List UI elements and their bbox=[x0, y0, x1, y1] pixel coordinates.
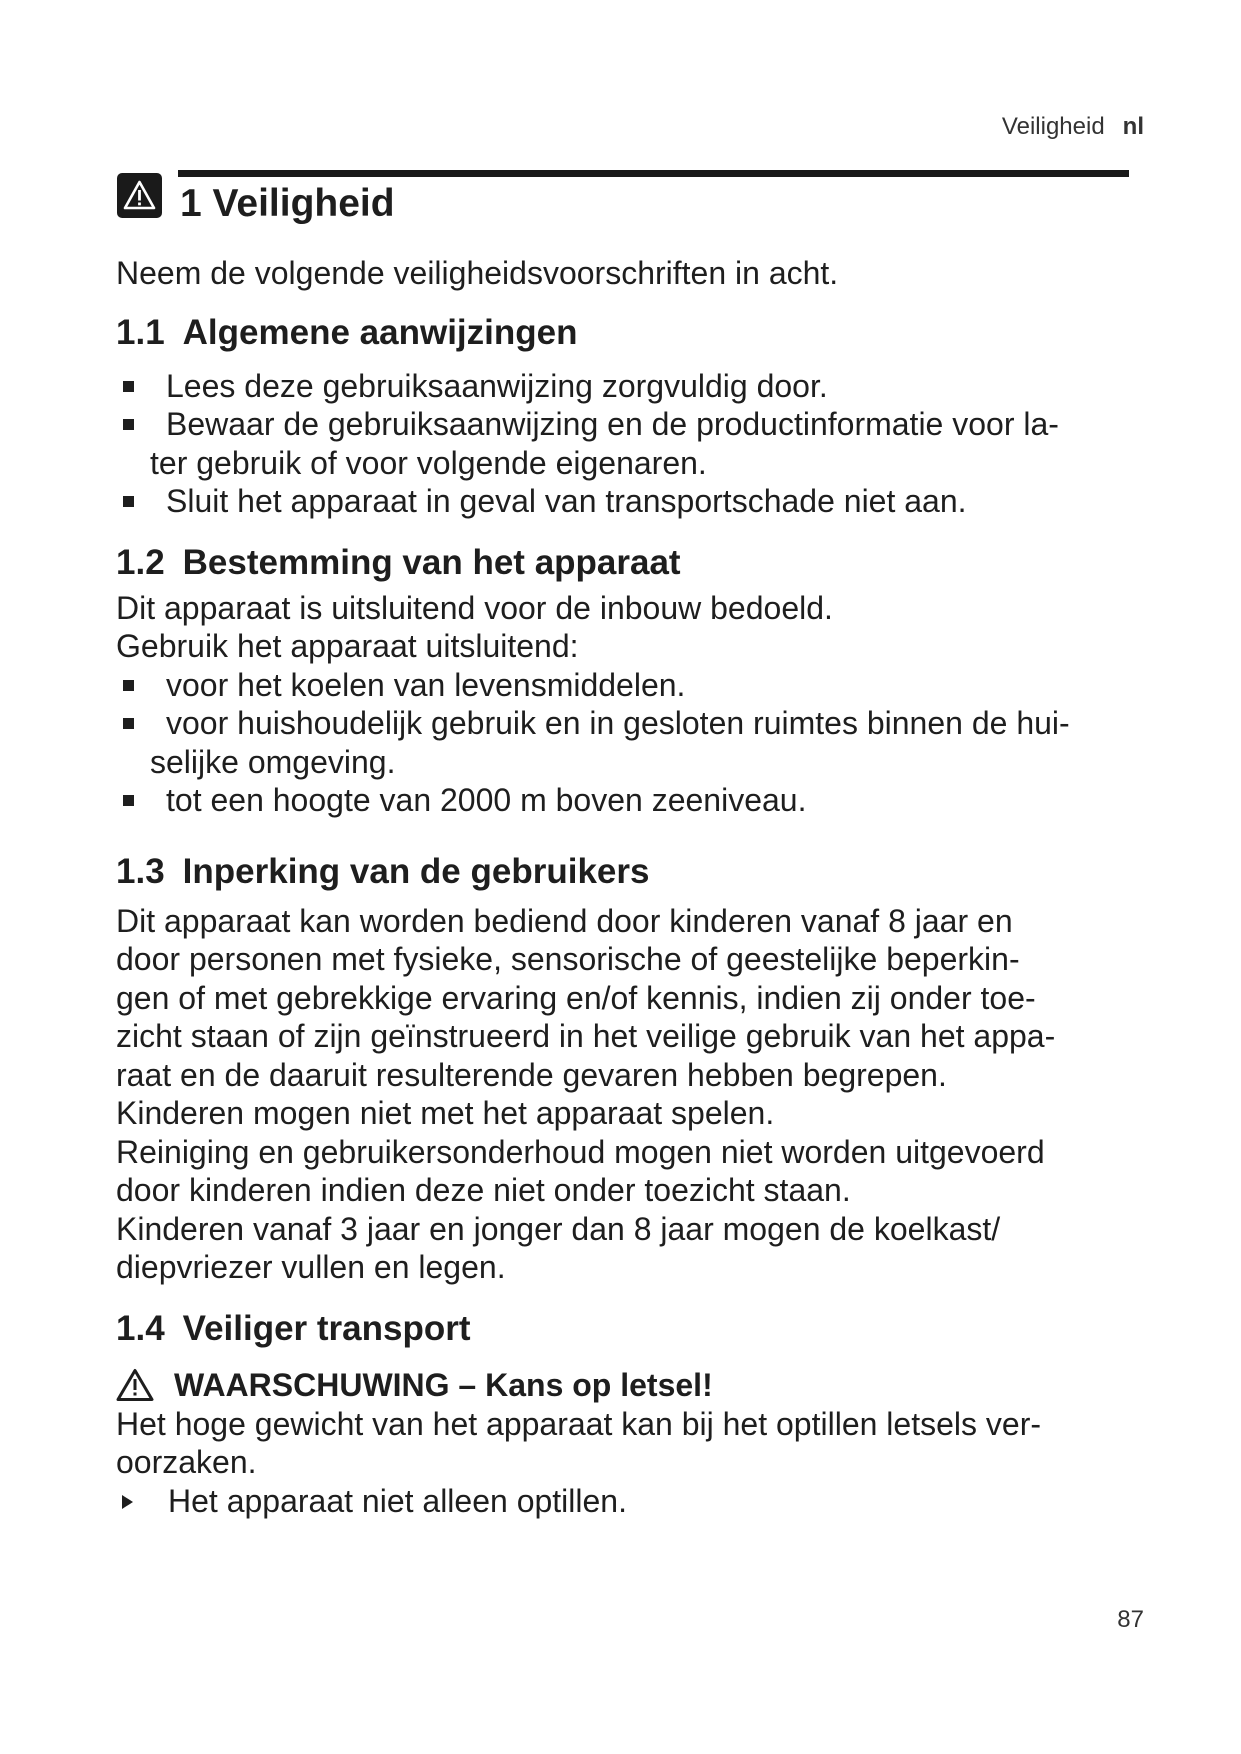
text-line: Reiniging en gebruikersonderhoud mogen niet worden uitgevoerd bbox=[116, 1133, 1045, 1170]
square-bullet-icon bbox=[123, 680, 134, 691]
section-number: 1.3 bbox=[116, 851, 165, 891]
section-number: 1.1 bbox=[116, 312, 165, 352]
intro-text: Neem de volgende veiligheidsvoorschriften in acht. bbox=[116, 255, 839, 291]
section-heading-1-2 bbox=[116, 541, 1146, 585]
square-bullet-icon bbox=[123, 795, 134, 806]
paragraph: Dit apparaat is uitsluitend voor de inbouw bedoeld. bbox=[116, 589, 833, 626]
list-item: voor huishoudelijk gebruik en in gesloten ruimtes binnen de hui- selijke omgeving. bbox=[116, 704, 1146, 781]
section-title: Inperking van de gebruikers bbox=[182, 851, 650, 891]
text-line: Het hoge gewicht van het apparaat kan bij het optillen letsels ver- bbox=[116, 1405, 1041, 1442]
text-line: door kinderen indien deze niet onder toezicht staan. bbox=[116, 1172, 851, 1208]
text-line: Kinderen mogen niet met het apparaat spelen. bbox=[116, 1095, 775, 1131]
chapter-rule bbox=[178, 170, 1129, 177]
section-heading-1-3 bbox=[116, 850, 1146, 894]
section-title: Algemene aanwijzingen bbox=[182, 312, 578, 352]
action-arrow-icon bbox=[122, 1495, 133, 1509]
text-line: Kinderen vanaf 3 jaar en jonger dan 8 jaar mogen de koelkast/ bbox=[116, 1210, 1001, 1247]
list-item: Sluit het apparaat in geval van transportschade niet aan. bbox=[116, 482, 1146, 521]
chapter-title: 1 Veiligheid bbox=[180, 182, 395, 225]
text-line: Dit apparaat kan worden bediend door kinderen vanaf 8 jaar en bbox=[116, 902, 1013, 939]
section-title: Veiliger transport bbox=[182, 1308, 471, 1348]
warning-heading bbox=[116, 1365, 1146, 1405]
paragraph: Gebruik het apparaat uitsluitend: bbox=[116, 628, 579, 664]
section-number: 1.2 bbox=[116, 542, 165, 582]
bullet-list-intended-use bbox=[116, 666, 1146, 820]
bullet-list-general bbox=[116, 367, 1146, 521]
square-bullet-icon bbox=[123, 419, 134, 430]
action-step bbox=[116, 1482, 1146, 1521]
text-line: door personen met fysieke, sensorische of geestelijke beperkin- bbox=[116, 941, 1020, 977]
warning-triangle-icon bbox=[116, 1368, 154, 1402]
text-line: zicht staan of zijn geïnstrueerd in het veilige gebruik van het appa- bbox=[116, 1018, 1056, 1054]
page-content bbox=[116, 254, 1146, 1520]
user-restrictions-text bbox=[116, 902, 1146, 1287]
list-item: Bewaar de gebruiksaanwijzing en de productinformatie voor la- ter gebruik of voor volgende eigenaren. bbox=[116, 405, 1146, 482]
running-header-language: nl bbox=[1122, 113, 1144, 140]
running-header-section: Veiligheid bbox=[1001, 113, 1105, 140]
text-line: gen of met gebrekkige ervaring en/of kennis, indien zij onder toe- bbox=[116, 979, 1036, 1016]
list-item: voor het koelen van levensmiddelen. bbox=[116, 666, 1146, 705]
text-line: oorzaken. bbox=[116, 1444, 257, 1480]
square-bullet-icon bbox=[123, 718, 134, 729]
text-line: diepvriezer vullen en legen. bbox=[116, 1249, 506, 1285]
list-item: tot een hoogte van 2000 m boven zeeniveau. bbox=[116, 781, 1146, 820]
text-line: raat en de daaruit resulterende gevaren hebben begrepen. bbox=[116, 1056, 947, 1093]
section-heading-1-4 bbox=[116, 1307, 1146, 1351]
section-number: 1.4 bbox=[116, 1308, 165, 1348]
square-bullet-icon bbox=[123, 496, 134, 507]
running-header bbox=[1002, 113, 1144, 141]
list-item: Lees deze gebruiksaanwijzing zorgvuldig door. bbox=[116, 367, 1146, 406]
warning-triangle-icon bbox=[117, 173, 162, 218]
page-number: 87 bbox=[1117, 1606, 1144, 1633]
square-bullet-icon bbox=[123, 381, 134, 392]
section-title: Bestemming van het apparaat bbox=[182, 542, 681, 582]
section-heading-1-1 bbox=[116, 311, 1146, 355]
action-text: Het apparaat niet alleen optillen. bbox=[168, 1482, 627, 1519]
warning-text: WAARSCHUWING – Kans op letsel! bbox=[174, 1366, 713, 1403]
